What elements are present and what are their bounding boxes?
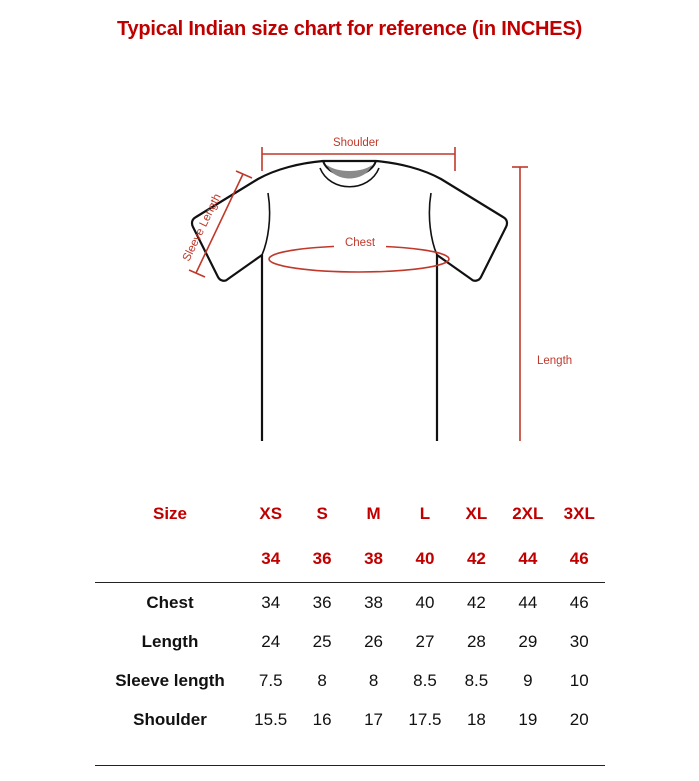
cell-value: 10	[569, 670, 589, 690]
cell-value: 9	[523, 670, 533, 690]
size-letter: 3XL	[563, 504, 595, 523]
cell-value: 34	[245, 583, 296, 623]
page-title: Typical Indian size chart for reference (in INCHES)	[116, 18, 583, 40]
length-label: Length	[537, 355, 573, 367]
table-header-sizes	[95, 492, 605, 536]
size-letter: L	[419, 504, 431, 523]
cell-value: 40	[399, 583, 450, 623]
cell-value: 38	[348, 583, 399, 623]
cell-value: 8	[368, 670, 379, 690]
size-number: 42	[466, 549, 486, 568]
cell-value: 30	[569, 631, 589, 651]
cell-value: 20	[569, 709, 589, 729]
cell-value: 42	[451, 583, 502, 623]
table-row	[95, 583, 605, 623]
row-label: Chest	[95, 583, 245, 623]
cell-value: 16	[312, 709, 332, 729]
cell-value: 28	[466, 631, 486, 651]
size-letter: 2XL	[512, 504, 544, 523]
cell-value: 27	[415, 631, 435, 651]
size-number: 36	[312, 549, 332, 568]
cell-value: 8.5	[464, 670, 489, 690]
size-number-spacer	[95, 536, 245, 583]
cell-value: 8.5	[413, 670, 437, 690]
size-table-wrap	[95, 492, 605, 739]
length-measure	[512, 167, 528, 441]
size-letter: S	[316, 504, 328, 523]
cell-value: 26	[364, 631, 384, 651]
size-letter: M	[366, 504, 381, 523]
table-bottom-rule	[95, 765, 605, 766]
size-letter: XL	[465, 504, 488, 523]
size-number: 46	[569, 549, 589, 568]
cell-value: 25	[312, 631, 332, 651]
sleeve-length-label: Sleeve Length	[180, 192, 224, 264]
cell-value: 19	[518, 709, 538, 729]
row-label: Shoulder	[133, 709, 207, 729]
cell-value: 46	[554, 583, 605, 623]
tshirt-outline	[192, 161, 507, 441]
size-header-label: Size	[152, 504, 188, 523]
size-table	[95, 492, 605, 739]
cell-value: 7.5	[258, 670, 283, 690]
cell-value: 24	[261, 631, 281, 651]
cell-value: 44	[502, 583, 553, 623]
table-row	[95, 661, 605, 700]
cell-value: 8	[317, 670, 327, 690]
table-header-numbers	[95, 536, 605, 583]
cell-value: 18	[466, 709, 486, 729]
cell-value: 17	[364, 709, 384, 729]
cell-value: 17.5	[408, 709, 442, 729]
tshirt-diagram	[0, 41, 699, 441]
row-label: Sleeve length	[115, 670, 225, 690]
size-letter: XS	[259, 504, 283, 523]
table-row	[95, 622, 605, 661]
table-row	[95, 700, 605, 739]
chest-label: Chest	[344, 237, 376, 249]
size-number: 38	[364, 549, 384, 568]
size-number: 34	[261, 549, 281, 568]
row-label: Length	[141, 631, 199, 651]
cell-value: 29	[518, 631, 538, 651]
shoulder-label: Shoulder	[332, 137, 380, 149]
cell-value: 15.5	[254, 709, 288, 729]
size-number: 40	[415, 549, 435, 568]
size-number: 44	[518, 549, 538, 568]
cell-value: 36	[296, 583, 347, 623]
